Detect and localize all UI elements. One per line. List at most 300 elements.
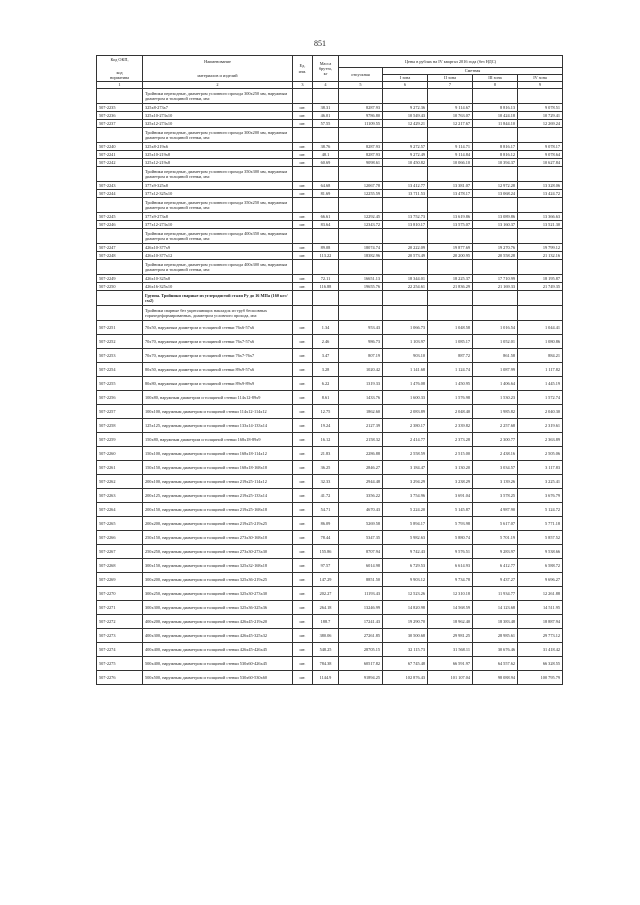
item-code: 507-2271 — [97, 601, 143, 615]
empty-cell — [518, 198, 563, 213]
price-zone-2: 887.72 — [428, 349, 473, 363]
price-zone-2: 2 373.28 — [428, 433, 473, 447]
price-zone-2: 5 145.87 — [428, 503, 473, 517]
base-price: 18382.96 — [339, 252, 383, 260]
price-zone-1: 13 752.73 — [383, 213, 428, 221]
price-zone-3: 30 676.46 — [473, 643, 518, 657]
page-number: 851 — [314, 39, 326, 48]
empty-cell — [473, 198, 518, 213]
empty-cell — [518, 89, 563, 104]
item-mass: 116.88 — [313, 283, 339, 291]
item-mass: 3.47 — [313, 349, 339, 363]
price-zone-1: 5 224.20 — [383, 503, 428, 517]
item-name: 125х125, наружным диаметром и толщиной стенки 133х14-133х14 — [143, 419, 293, 433]
price-zone-4: 9 078.64 — [518, 151, 563, 159]
price-zone-2: 1 124.74 — [428, 363, 473, 377]
item-mass: 1144.9 — [313, 671, 339, 685]
empty-cell — [339, 198, 383, 213]
price-zone-2: 66 591.97 — [428, 657, 473, 671]
empty-cell — [473, 229, 518, 244]
price-zone-4: 13 366.63 — [518, 213, 563, 221]
price-zone-2: 1 576.98 — [428, 391, 473, 405]
item-unit: шт. — [293, 447, 313, 461]
table-row — [97, 335, 563, 349]
price-zone-3: 13 068.24 — [473, 190, 518, 198]
item-name: 300х150, наружным диаметром и толщиной стенки 325х32-168х18 — [143, 559, 293, 573]
price-zone-4: 5 857.52 — [518, 531, 563, 545]
item-mass: 8.61 — [313, 391, 339, 405]
item-mass: 60.69 — [313, 159, 339, 167]
price-zone-2: 14 568.59 — [428, 601, 473, 615]
price-zone-4: 3 676.79 — [518, 489, 563, 503]
base-price: 9786.80 — [339, 112, 383, 120]
item-mass: 16.12 — [313, 433, 339, 447]
price-zone-2: 1 085.17 — [428, 335, 473, 349]
base-price: 8287.93 — [339, 104, 383, 112]
price-zone-3: 5 701.19 — [473, 531, 518, 545]
price-zone-1: 14 820.98 — [383, 601, 428, 615]
empty-cell — [428, 260, 473, 275]
item-mass: 36.25 — [313, 461, 339, 475]
price-zone-1: 9 272.49 — [383, 151, 428, 159]
price-zone-1: 20 573.49 — [383, 252, 428, 260]
price-zone-3: 9 283.97 — [473, 545, 518, 559]
item-code: 507-2244 — [97, 190, 143, 198]
base-price: 5269.58 — [339, 517, 383, 531]
table-row — [97, 363, 563, 377]
code-header-line3: норматива — [109, 75, 130, 81]
price-zone-3: 13 089.86 — [473, 213, 518, 221]
col-number: 4 — [313, 82, 339, 89]
price-zone-1: 12 429.21 — [383, 120, 428, 128]
item-unit: шт. — [293, 377, 313, 391]
empty-cell — [313, 89, 339, 104]
empty-cell — [293, 306, 313, 321]
price-zone-1: 9 742.43 — [383, 545, 428, 559]
price-zone-1: 2 380.17 — [383, 419, 428, 433]
base-price: 28705.15 — [339, 643, 383, 657]
price-zone-1: 3 294.29 — [383, 475, 428, 489]
empty-cell — [428, 89, 473, 104]
price-zone-1: 9 272.57 — [383, 143, 428, 151]
base-price: 13246.99 — [339, 601, 383, 615]
price-zone-3: 18 383.48 — [473, 615, 518, 629]
code-header-line1: Код ОКП, — [110, 56, 129, 62]
item-unit: шт. — [293, 275, 313, 283]
price-zone-2: 13 381.07 — [428, 182, 473, 190]
item-code: 507-2265 — [97, 517, 143, 531]
item-code: 507-2275 — [97, 657, 143, 671]
item-name: 426х10-377х9 — [143, 244, 293, 252]
price-zone-1: 19 290.70 — [383, 615, 428, 629]
price-zone-4: 6 588.72 — [518, 559, 563, 573]
item-unit: шт. — [293, 391, 313, 405]
item-mass: 21.83 — [313, 447, 339, 461]
item-mass: 41.72 — [313, 489, 339, 503]
empty-cell — [339, 291, 383, 306]
item-mass: 83.64 — [313, 221, 339, 229]
price-zone-4: 29 773.12 — [518, 629, 563, 643]
item-code: 507-2261 — [97, 461, 143, 475]
price-zone-2: 3 691.04 — [428, 489, 473, 503]
item-code: 507-2263 — [97, 489, 143, 503]
price-zone-4: 3 117.83 — [518, 461, 563, 475]
item-code: 507-2237 — [97, 120, 143, 128]
price-zone-4: 1 044.41 — [518, 321, 563, 335]
price-zone-4: 1 080.86 — [518, 335, 563, 349]
base-price: 12067.78 — [339, 182, 383, 190]
table-row — [97, 252, 563, 260]
price-zone-1: 13 711.53 — [383, 190, 428, 198]
empty-cell — [383, 229, 428, 244]
price-zone-3: 28 985.61 — [473, 629, 518, 643]
price-zone-1: 1 476.08 — [383, 377, 428, 391]
item-code: 507-2276 — [97, 671, 143, 685]
table-row — [97, 244, 563, 252]
price-zone-4: 19 799.12 — [518, 244, 563, 252]
price-zone-1: 5 894.17 — [383, 517, 428, 531]
item-code: 507-2240 — [97, 143, 143, 151]
item-code: 507-2236 — [97, 112, 143, 120]
empty-cell — [293, 89, 313, 104]
item-unit: шт. — [293, 517, 313, 531]
table-row — [97, 143, 563, 151]
item-name: 426х16-325х10 — [143, 283, 293, 291]
table-row — [97, 182, 563, 190]
name-header — [143, 56, 293, 82]
base-price: 8287.93 — [339, 143, 383, 151]
price-zone-3: 98 088.94 — [473, 671, 518, 685]
item-name: 300х200, наружным диаметром и толщиной стенки 325х36-219х25 — [143, 573, 293, 587]
price-zone-2: 6 614.93 — [428, 559, 473, 573]
item-code: 507-2243 — [97, 182, 143, 190]
item-unit: шт. — [293, 629, 313, 643]
item-code: 507-2245 — [97, 213, 143, 221]
item-code: 507-2258 — [97, 419, 143, 433]
item-code: 507-2235 — [97, 104, 143, 112]
price-zone-1: 13 810.17 — [383, 221, 428, 229]
table-row — [97, 559, 563, 573]
price-zone-4: 31 418.42 — [518, 643, 563, 657]
price-zone-2: 13 619.86 — [428, 213, 473, 221]
table-row — [97, 405, 563, 419]
table-row — [97, 517, 563, 531]
price-zone-1: 3 184.47 — [383, 461, 428, 475]
price-zone-3: 20 558.28 — [473, 252, 518, 260]
empty-cell — [313, 198, 339, 213]
empty-cell — [428, 167, 473, 182]
base-price: 11109.55 — [339, 120, 383, 128]
price-zone-4: 884.21 — [518, 349, 563, 363]
empty-cell — [428, 198, 473, 213]
empty-cell — [97, 89, 143, 104]
item-unit: шт. — [293, 615, 313, 629]
estimate-header: Сметная — [383, 68, 563, 75]
price-zone-4: 9 696.27 — [518, 573, 563, 587]
price-zone-1: 32 115.73 — [383, 643, 428, 657]
item-code: 507-2248 — [97, 252, 143, 260]
zone-4-header: IV зона — [518, 75, 563, 82]
base-price: 2127.39 — [339, 419, 383, 433]
col-number: 6 — [383, 82, 428, 89]
item-unit: шт. — [293, 283, 313, 291]
prices-header: Цены в рублях на IV квартал 2016 года (без НДС) — [339, 56, 563, 68]
item-mass: 66.61 — [313, 213, 339, 221]
col-number: 9 — [518, 82, 563, 89]
item-name: 325х10-273х10 — [143, 112, 293, 120]
column-number-row — [97, 82, 563, 89]
item-unit: шт. — [293, 104, 313, 112]
table-row — [97, 159, 563, 167]
zone-3-header: III зона — [473, 75, 518, 82]
table-row — [97, 503, 563, 517]
item-mass: 86.09 — [313, 517, 339, 531]
item-unit: шт. — [293, 363, 313, 377]
table-row — [97, 615, 563, 629]
empty-cell — [313, 229, 339, 244]
mass-header-line2: брутто, — [318, 65, 333, 71]
empty-cell — [339, 260, 383, 275]
empty-cell — [293, 291, 313, 306]
empty-cell — [383, 306, 428, 321]
empty-cell — [473, 89, 518, 104]
mass-header-line3: кг — [323, 71, 328, 77]
price-zone-1: 9 903.12 — [383, 573, 428, 587]
item-mass: 12.75 — [313, 405, 339, 419]
price-zone-1: 20 222.09 — [383, 244, 428, 252]
item-mass: 38.76 — [313, 143, 339, 151]
item-name: 325х12-219х8 — [143, 159, 293, 167]
table-row — [97, 377, 563, 391]
item-name: 300х250, наружным диаметром и толщиной стенки 325х30-273х30 — [143, 587, 293, 601]
item-code: 507-2268 — [97, 559, 143, 573]
name-header-line2: материалов и изделий — [197, 72, 238, 78]
item-unit: шт. — [293, 190, 313, 198]
section-row — [97, 306, 563, 321]
item-name: 200х125, наружным диаметром и толщиной стенки 219х25-133х14 — [143, 489, 293, 503]
price-table — [96, 55, 563, 685]
section-row — [97, 260, 563, 275]
empty-cell — [473, 128, 518, 143]
col-number: 1 — [97, 82, 143, 89]
section-title: Тройники переходные, диаметром условного прохода 350х300 мм, наружным диаметром и толщиной стенки, мм: — [143, 167, 293, 182]
item-mass: 2.46 — [313, 335, 339, 349]
table-row — [97, 657, 563, 671]
item-mass: 32.33 — [313, 475, 339, 489]
base-price: 8287.93 — [339, 151, 383, 159]
price-zone-4: 18 887.94 — [518, 615, 563, 629]
table-row — [97, 671, 563, 685]
table-row — [97, 221, 563, 229]
base-price: 91894.25 — [339, 671, 383, 685]
price-zone-3: 11 934.77 — [473, 587, 518, 601]
table-row — [97, 447, 563, 461]
col-number: 5 — [339, 82, 383, 89]
price-zone-4: 9 078.51 — [518, 104, 563, 112]
price-zone-2: 21 836.29 — [428, 283, 473, 291]
price-zone-3: 1 530.23 — [473, 391, 518, 405]
empty-cell — [313, 306, 339, 321]
price-zone-2: 13 478.17 — [428, 190, 473, 198]
item-mass: 64.68 — [313, 182, 339, 190]
item-code: 507-2262 — [97, 475, 143, 489]
price-zone-2: 101 107.04 — [428, 671, 473, 685]
base-price: 12255.59 — [339, 190, 383, 198]
price-zone-3: 1 016.54 — [473, 321, 518, 335]
item-name: 200х150, наружным диаметром и толщиной стенки 219х25-168х18 — [143, 503, 293, 517]
price-zone-4: 3 225.41 — [518, 475, 563, 489]
table-row — [97, 151, 563, 159]
item-name: 70х70, наружным диаметром и толщиной стенки 76х7-57х6 — [143, 335, 293, 349]
empty-cell — [518, 260, 563, 275]
price-zone-3: 13 160.37 — [473, 221, 518, 229]
price-zone-2: 1 048.58 — [428, 321, 473, 335]
price-zone-4: 1 445.19 — [518, 377, 563, 391]
item-name: 150х150, наружным диаметром и толщиной стенки 168х18-168х18 — [143, 461, 293, 475]
price-zone-3: 10 424.18 — [473, 112, 518, 120]
table-row — [97, 433, 563, 447]
price-zone-2: 9 734.78 — [428, 573, 473, 587]
item-unit: шт. — [293, 159, 313, 167]
table-row — [97, 489, 563, 503]
item-code: 507-2269 — [97, 573, 143, 587]
price-zone-4: 1 572.74 — [518, 391, 563, 405]
item-unit: шт. — [293, 545, 313, 559]
price-zone-2: 2 048.40 — [428, 405, 473, 419]
item-code: 507-2249 — [97, 275, 143, 283]
item-code: 507-2266 — [97, 531, 143, 545]
empty-cell — [293, 198, 313, 213]
table-row — [97, 391, 563, 405]
item-unit: шт. — [293, 559, 313, 573]
empty-cell — [97, 291, 143, 306]
base-price: 8707.94 — [339, 545, 383, 559]
empty-cell — [339, 128, 383, 143]
item-name: 200х200, наружным диаметром и толщиной стенки 219х25-219х25 — [143, 517, 293, 531]
base-price: 18074.74 — [339, 244, 383, 252]
price-zone-4: 9 078.17 — [518, 143, 563, 151]
base-price: 953.43 — [339, 321, 383, 335]
item-unit: шт. — [293, 182, 313, 190]
item-unit: шт. — [293, 213, 313, 221]
group-row — [97, 291, 563, 306]
table-row — [97, 531, 563, 545]
base-price-header: отпускная — [339, 68, 383, 82]
table-row — [97, 545, 563, 559]
empty-cell — [293, 260, 313, 275]
empty-cell — [383, 128, 428, 143]
price-zone-1: 18 344.01 — [383, 275, 428, 283]
empty-cell — [383, 167, 428, 182]
price-zone-2: 2 515.00 — [428, 447, 473, 461]
item-name: 325х10-219х8 — [143, 151, 293, 159]
section-row — [97, 128, 563, 143]
unit-header-line1: Ед. — [299, 63, 306, 69]
base-price: 16651.13 — [339, 275, 383, 283]
item-code: 507-2250 — [97, 283, 143, 291]
empty-cell — [383, 89, 428, 104]
price-zone-2: 10 763.07 — [428, 112, 473, 120]
table-row — [97, 643, 563, 657]
price-zone-3: 2 438.16 — [473, 447, 518, 461]
price-zone-4: 5 124.72 — [518, 503, 563, 517]
price-zone-3: 1 087.99 — [473, 363, 518, 377]
item-name: 300х300, наружным диаметром и толщиной стенки 325х36-325х36 — [143, 601, 293, 615]
item-name: 80х80, наружным диаметром и толщиной стенки 89х9-89х9 — [143, 377, 293, 391]
table-row — [97, 321, 563, 335]
table-row — [97, 104, 563, 112]
price-zone-3: 1 052.01 — [473, 335, 518, 349]
price-zone-3: 64 557.62 — [473, 657, 518, 671]
item-code: 507-2252 — [97, 335, 143, 349]
section-title: Тройники переходные, диаметром условного прохода 300х250 мм, наружным диаметром и толщиной стенки, мм: — [143, 89, 293, 104]
mass-header-line1: Масса — [319, 60, 332, 66]
item-unit: шт. — [293, 461, 313, 475]
item-code: 507-2274 — [97, 643, 143, 657]
base-price: 3356.22 — [339, 489, 383, 503]
item-unit: шт. — [293, 151, 313, 159]
item-code: 507-2246 — [97, 221, 143, 229]
item-mass: 54.71 — [313, 503, 339, 517]
empty-cell — [383, 260, 428, 275]
table-row — [97, 120, 563, 128]
price-zone-1: 1 141.68 — [383, 363, 428, 377]
item-unit: шт. — [293, 244, 313, 252]
item-mass: 48.1 — [313, 151, 339, 159]
price-zone-4: 13 521.30 — [518, 221, 563, 229]
section-row — [97, 198, 563, 213]
item-unit: шт. — [293, 433, 313, 447]
base-price: 4670.43 — [339, 503, 383, 517]
item-unit: шт. — [293, 321, 313, 335]
empty-cell — [339, 306, 383, 321]
price-zone-2: 12 217.67 — [428, 120, 473, 128]
base-price: 12292.45 — [339, 213, 383, 221]
item-name: 150х80, наружным диаметром и толщиной стенки 168х18-89х9 — [143, 433, 293, 447]
item-name: 70х50, наружным диаметром и толщиной стенки 76х6-57х6 — [143, 321, 293, 335]
price-zone-1: 10 549.43 — [383, 112, 428, 120]
price-zone-2: 2 339.82 — [428, 419, 473, 433]
item-mass: 1.34 — [313, 321, 339, 335]
empty-cell — [97, 167, 143, 182]
table-row — [97, 461, 563, 475]
item-code: 507-2251 — [97, 321, 143, 335]
item-unit: шт. — [293, 112, 313, 120]
price-zone-3: 3 139.26 — [473, 475, 518, 489]
table-row — [97, 573, 563, 587]
price-zone-2: 13 575.07 — [428, 221, 473, 229]
item-unit: шт. — [293, 489, 313, 503]
empty-cell — [428, 306, 473, 321]
col-number: 3 — [293, 82, 313, 89]
item-name: 377х9-325х8 — [143, 182, 293, 190]
item-unit: шт. — [293, 671, 313, 685]
price-zone-4: 100 795.79 — [518, 671, 563, 685]
item-name: 250х150, наружным диаметром и толщиной стенки 273х30-168х18 — [143, 531, 293, 545]
base-price: 27261.85 — [339, 629, 383, 643]
price-zone-2: 9 114.67 — [428, 104, 473, 112]
section-title: Тройники сварные без укрепляющих накладок из труб бесшовных горячедеформированных, диаметром условного прохода, мм: — [143, 306, 293, 321]
price-zone-1: 10 450.82 — [383, 159, 428, 167]
item-name: 150х100, наружным диаметром и толщиной стенки 168х18-114х12 — [143, 447, 293, 461]
price-zone-1: 1 066.73 — [383, 321, 428, 335]
col-number: 7 — [428, 82, 473, 89]
empty-cell — [97, 128, 143, 143]
empty-cell — [383, 198, 428, 213]
section-title: Тройники переходные, диаметром условного прохода 300х200 мм, наружным диаметром и толщиной стенки, мм: — [143, 128, 293, 143]
price-zone-1: 1 103.97 — [383, 335, 428, 349]
empty-cell — [293, 167, 313, 182]
